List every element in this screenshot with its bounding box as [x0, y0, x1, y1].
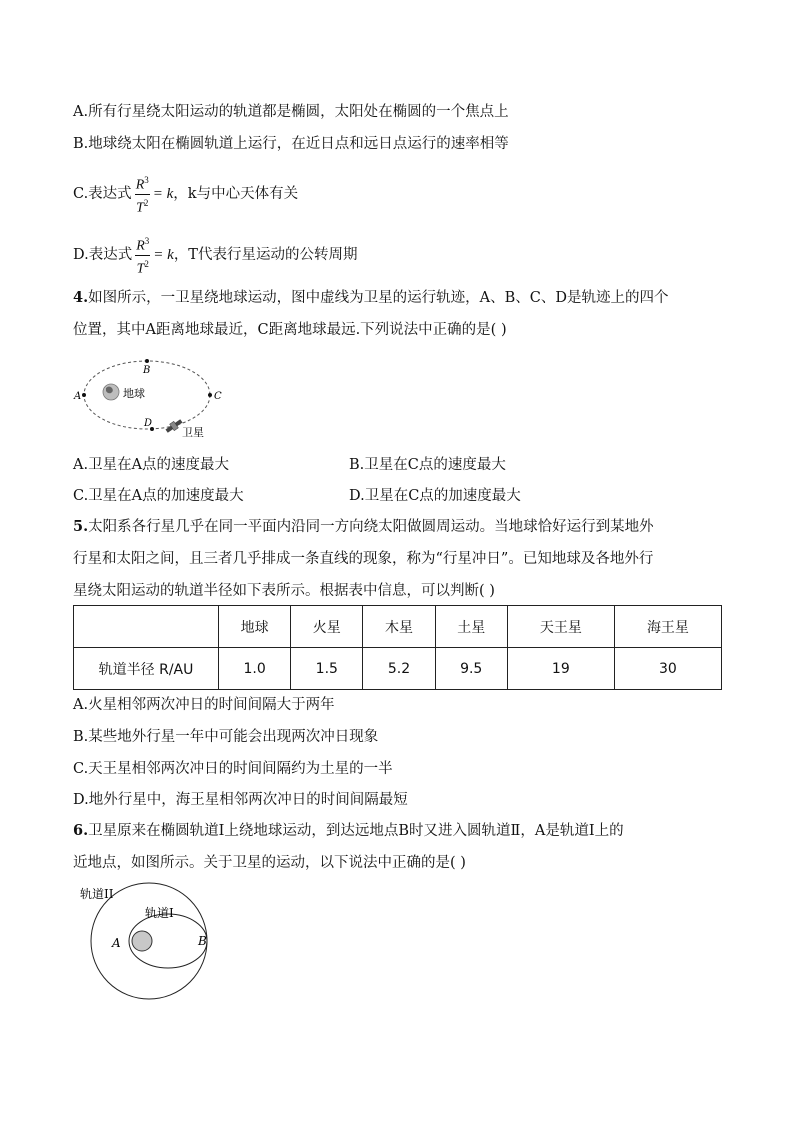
earth-label: 地球 [123, 387, 145, 400]
q5-stem-line1 [73, 516, 654, 538]
q3-option-c-suffix: ，k与中心天体有关 [173, 186, 299, 203]
table-row [74, 648, 722, 690]
table-header-cell [74, 606, 219, 648]
frac-num: R [136, 238, 145, 254]
q3-option-c-fraction [135, 172, 150, 216]
q3-option-c-prefix: C.表达式 [73, 186, 132, 203]
orbit-radius-table [73, 605, 722, 690]
table-cell: 1.5 [291, 648, 363, 690]
q3-option-d [73, 233, 357, 277]
table-header-cell: 海王星 [614, 606, 721, 648]
earth-icon [132, 931, 152, 951]
table-header-cell: 木星 [363, 606, 435, 648]
table-cell: 9.5 [435, 648, 507, 690]
table-cell: 5.2 [363, 648, 435, 690]
q6-stem-line2: 近地点，如图所示。关于卫星的运动，以下说法中正确的是( ) [73, 855, 466, 871]
frac-den: T [136, 200, 144, 216]
q5-option-c: C.天王星相邻两次冲日的时间间隔约为土星的一半 [73, 761, 393, 777]
q4-text-line1: 如图所示，一卫星绕地球运动，图中虚线为卫星的运行轨迹，A、B、C、D是轨迹上的四个 [88, 290, 669, 306]
table-cell: 1.0 [219, 648, 291, 690]
frac-num-exp: 3 [144, 175, 149, 185]
q6-stem-line1 [73, 820, 624, 842]
frac-num: R [135, 177, 145, 193]
table-header-cell: 土星 [435, 606, 507, 648]
table-cell: 30 [614, 648, 721, 690]
q4-stem-line1 [73, 287, 668, 309]
frac-den-exp: 2 [144, 258, 149, 269]
frac-den: T [136, 261, 145, 277]
label-d: D [144, 418, 153, 429]
q4-option-a: A.卫星在A点的速度最大 [73, 457, 230, 473]
q4-number: 4. [73, 289, 89, 306]
q3-option-d-prefix: D.表达式 [73, 247, 133, 264]
q4-orbit-figure [70, 350, 250, 445]
frac-num-exp: 3 [144, 236, 150, 246]
q3-option-c [73, 172, 298, 216]
frac-rhs: = k [153, 247, 174, 264]
label-b: B [143, 365, 151, 376]
q5-option-b: B.某些地外行星一年中可能会出现两次冲日现象 [73, 729, 379, 745]
q3-option-d-suffix: ，T代表行星运动的公转周期 [173, 247, 358, 264]
orbit-ii-label: 轨道II [80, 887, 114, 901]
point-c [208, 393, 212, 397]
q3-option-d-fraction [135, 233, 150, 277]
q4-option-c: C.卫星在A点的加速度最大 [73, 488, 244, 504]
q6-text-line1: 卫星原来在椭圆轨道Ⅰ上绕地球运动，到达远地点B时又进入圆轨道Ⅱ，A是轨道Ⅰ上的 [88, 823, 624, 839]
q6-number: 6. [73, 822, 89, 839]
q3-option-a: A.所有行星绕太阳运动的轨道都是椭圆，太阳处在椭圆的一个焦点上 [73, 104, 509, 120]
q5-stem-line3: 星绕太阳运动的轨道半径如下表所示。根据表中信息，可以判断( ) [73, 583, 495, 599]
table-row-label: 轨道半径 R/AU [74, 648, 219, 690]
q4-stem-line2: 位置，其中A距离地球最近，C距离地球最远.下列说法中正确的是( ) [73, 322, 507, 338]
point-b [145, 359, 149, 363]
label-a: A [74, 391, 82, 402]
table-header-cell: 天王星 [507, 606, 614, 648]
q5-text-line1: 太阳系各行星几乎在同一平面内沿同一方向绕太阳做圆周运动。当地球恰好运行到某地外 [88, 519, 654, 535]
q4-option-b: B.卫星在C点的速度最大 [349, 457, 506, 473]
table-header-cell: 地球 [219, 606, 291, 648]
point-a [82, 393, 86, 397]
table-cell: 19 [507, 648, 614, 690]
label-c: C [214, 391, 222, 402]
q5-stem-line2: 行星和太阳之间，且三者几乎排成一条直线的现象，称为“行星冲日”。已知地球及各地外行 [73, 551, 654, 567]
satellite-label: 卫星 [182, 426, 204, 439]
frac-den-exp: 2 [143, 197, 149, 208]
q6-orbit-figure [70, 880, 220, 1005]
q5-number: 5. [73, 518, 89, 535]
frac-rhs: = k [152, 186, 174, 203]
q5-option-a: A.火星相邻两次冲日的时间间隔大于两年 [73, 697, 335, 713]
q5-option-d: D.地外行星中，海王星相邻两次冲日的时间间隔最短 [73, 792, 408, 808]
orbit-i-label: 轨道I [145, 906, 174, 920]
label-a: A [112, 936, 121, 950]
q3-option-b: B.地球绕太阳在椭圆轨道上运行，在近日点和远日点运行的速率相等 [73, 136, 509, 152]
satellite-icon [164, 418, 183, 435]
table-header-cell: 火星 [291, 606, 363, 648]
label-b: B [198, 934, 207, 948]
table-header-row [74, 606, 722, 648]
q4-option-d: D.卫星在C点的加速度最大 [349, 488, 521, 504]
